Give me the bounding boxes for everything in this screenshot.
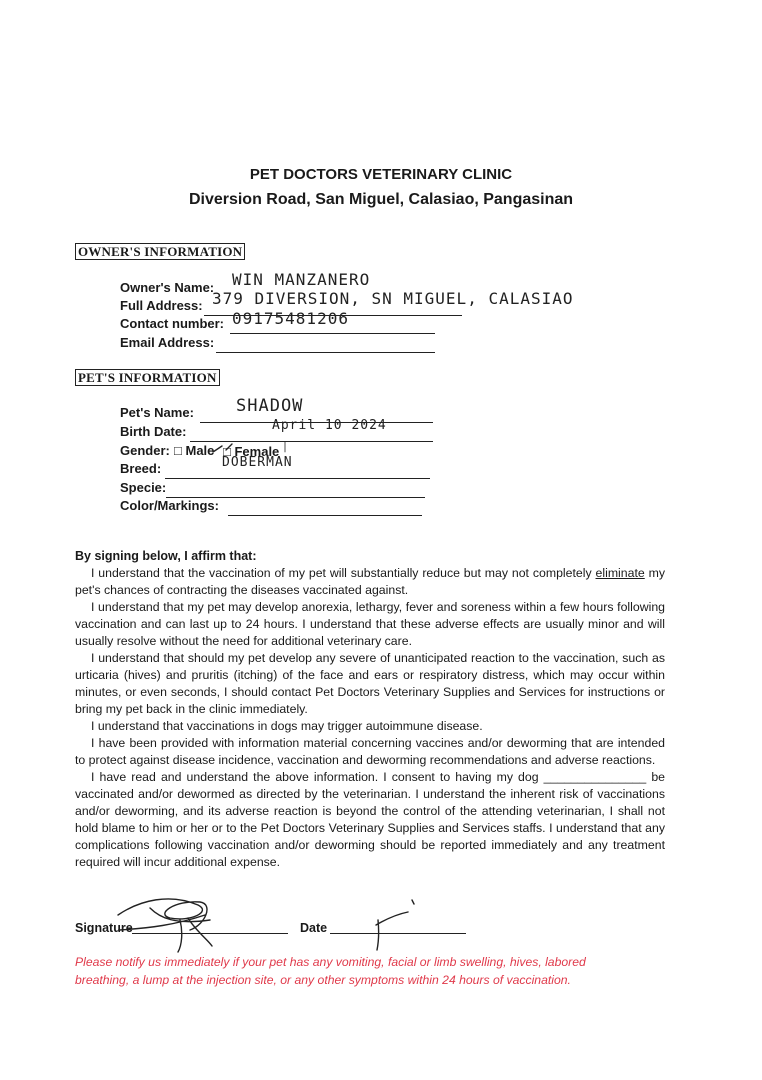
- post-vaccination-notice: Please notify us immediately if your pet has any vomiting, facial or limb swelling, hives, labored breathing, a lump at the injection site, or any other symptoms within 24 hours of vaccination.: [75, 955, 586, 987]
- consent-paragraph-1: I understand that the vaccination of my pet will substantially reduce but may not completely eliminate my pet's chances of contracting the diseases vaccinated against.: [75, 566, 666, 597]
- owner-section-title: OWNER'S INFORMATION: [75, 243, 245, 260]
- pet-name-label: Pet's Name:: [120, 405, 194, 420]
- consent-paragraph-5: I have been provided with information material concerning vaccines and/or deworming that are intended to protect against disease incidence, vaccination and deworming recommendations and adverse reactions.: [75, 736, 665, 767]
- signature-label: Signature: [75, 921, 133, 935]
- consent-paragraph-2: I understand that my pet may develop anorexia, lethargy, fever and soreness within a few hours following vaccination and can last up to 24 hours. I understand that these adverse effects are usually minor and will usually resolve without the need for additional veterinary care.: [75, 600, 665, 648]
- consent-paragraph-4: I understand that vaccinations in dogs may trigger autoimmune disease.: [91, 719, 483, 733]
- breed-value: DOBERMAN: [222, 455, 293, 470]
- breed-label: Breed:: [120, 461, 162, 476]
- owner-name-label: Owner's Name:: [120, 280, 215, 295]
- clinic-name: PET DOCTORS VETERINARY CLINIC: [249, 166, 513, 183]
- date-label: Date: [300, 921, 328, 935]
- checkbox-icon: □: [223, 444, 231, 459]
- contact-value: 09175481206: [232, 309, 349, 328]
- email-label: Email Address:: [120, 335, 215, 350]
- pet-section-title: PET'S INFORMATION: [75, 369, 220, 386]
- consent-paragraph-6: I have read and understand the above information. I consent to having my dog _______________ be vaccinated and/or dewormed as directed by the veterinarian. I understand the inherent risk of vaccinations and/or deworming, and its adverse reaction is beyond the control of the attending veterinarian, I shall not hold blame to him or her or to the Pet Doctors Veterinary Supplies and Services staffs. I understand that any complications following vaccination and/or deworming should be reported immediately and any treatment required will incur additional expense.: [75, 770, 665, 869]
- full-address-label: Full Address:: [120, 298, 203, 313]
- consent-paragraph-3: I understand that should my pet develop any severe of unanticipated reaction to the vaccination, such as urticaria (hives) and pruritis (itching) of the face and ears or respiratory distress, which may occur within minutes, or even seconds, I should contact Pet Doctors Veterinary Supplies and Services for instructions or bring my pet back in the clinic immediately.: [75, 651, 665, 716]
- specie-label: Specie:: [120, 480, 167, 495]
- pet-name-value: SHADOW: [236, 396, 304, 416]
- signature-scribble: [118, 899, 212, 952]
- color-markings-label: Color/Markings:: [120, 498, 219, 513]
- birth-date-value: April 10 2024: [272, 418, 387, 433]
- full-address-value: 379 DIVERSION, SN MIGUEL, CALASIAO: [212, 289, 574, 308]
- contact-label: Contact number:: [120, 316, 224, 331]
- birth-date-label: Birth Date:: [120, 424, 187, 439]
- checkbox-icon: □: [174, 443, 182, 458]
- consent-intro: By signing below, I affirm that:: [75, 549, 257, 563]
- gender-male-label: Male: [185, 443, 215, 458]
- clinic-address: Diversion Road, San Miguel, Calasiao, Pangasinan: [188, 191, 574, 208]
- gender-check-mark: [213, 444, 232, 452]
- owner-name-value: WIN MANZANERO: [232, 270, 371, 289]
- gender-label: Gender:: [120, 443, 170, 458]
- gender-female-label: Female: [234, 444, 280, 459]
- date-scribble: [376, 900, 414, 950]
